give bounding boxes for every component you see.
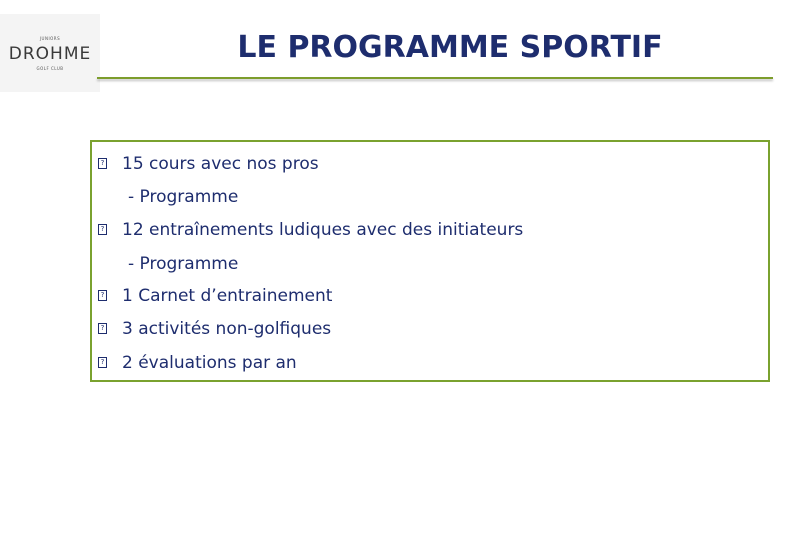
bullet-icon: ? xyxy=(98,290,107,301)
logo-bottom-text: GOLF CLUB xyxy=(36,66,64,71)
bullet-icon: ? xyxy=(98,158,107,169)
list-sub-item-label: - Programme xyxy=(128,254,239,274)
title-underline xyxy=(97,77,773,79)
logo-main-text: DROHME xyxy=(8,44,92,64)
list-item-label: 12 entraînements ludiques avec des initiateurs xyxy=(122,220,524,240)
list-item-label: 3 activités non-golfiques xyxy=(122,319,332,339)
bullet-icon: ? xyxy=(98,357,107,368)
bullet-icon: ? xyxy=(98,224,107,235)
list-item-label: 2 évaluations par an xyxy=(122,353,297,373)
bullet-icon: ? xyxy=(98,323,107,334)
club-logo xyxy=(0,14,100,92)
list-sub-item-label: - Programme xyxy=(128,187,239,207)
list-item-label: 1 Carnet d’entrainement xyxy=(122,286,333,306)
program-list-box xyxy=(90,140,770,382)
list-item-label: 15 cours avec nos pros xyxy=(122,154,319,174)
page-title: LE PROGRAMME SPORTIF xyxy=(237,30,663,65)
logo-top-text: JUNIORS xyxy=(39,36,61,41)
